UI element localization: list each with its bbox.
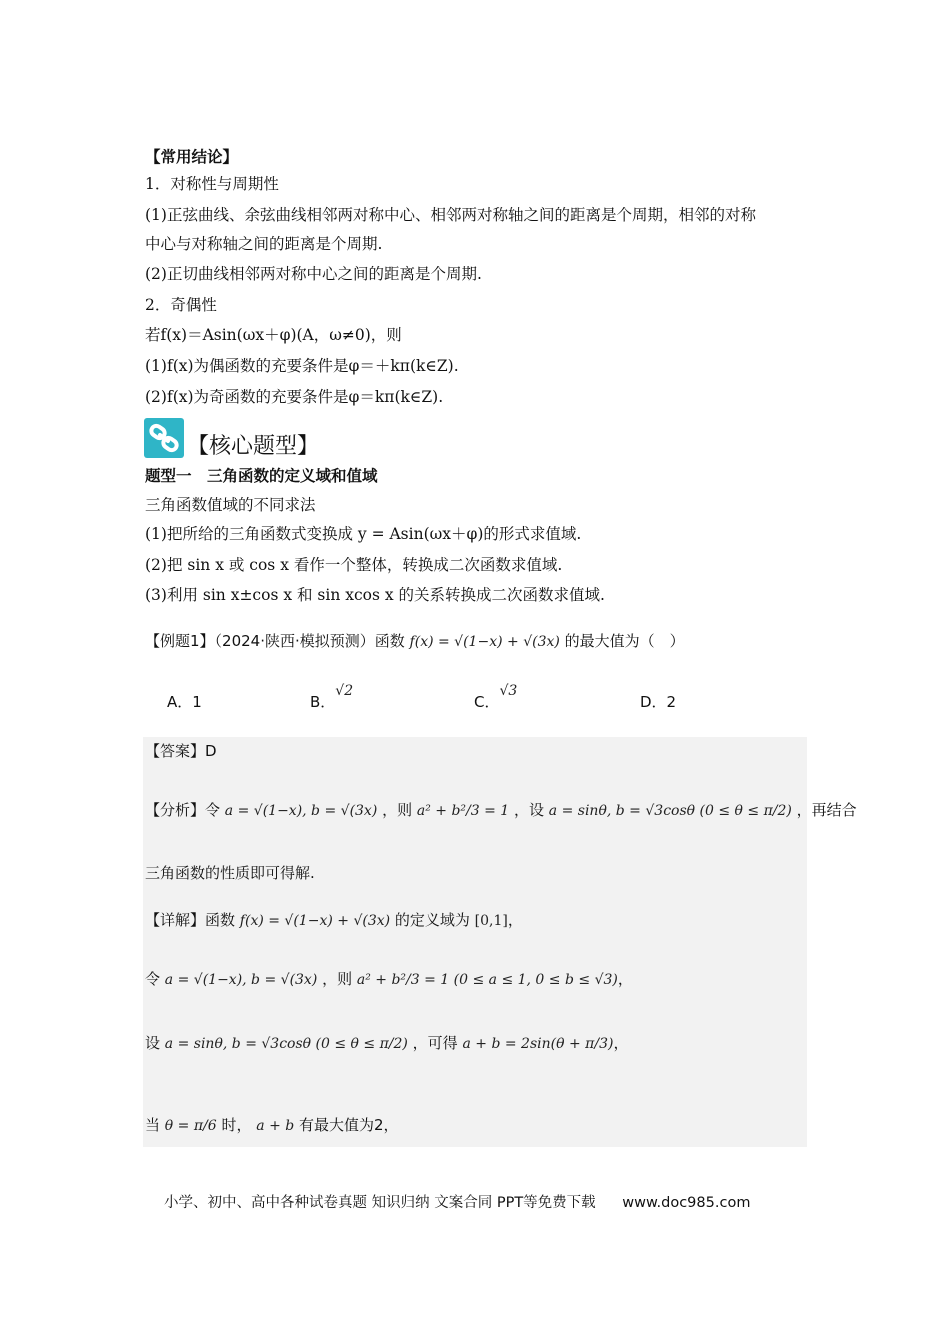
detail-line3: 设 a = sinθ, b = √3cosθ (0 ≤ θ ≤ π/2) ，可得 a + b = 2sin(θ + π/3)， <box>145 1034 629 1052</box>
detail-line3-math: a = sinθ, b = √3cosθ (0 ≤ θ ≤ π/2) <box>164 1036 408 1052</box>
example-question <box>145 630 685 653</box>
analysis-line <box>145 799 857 822</box>
example-tail: 的最大值为（ ） <box>564 632 685 650</box>
item2-intro: 若f(x)＝Asin(ωx＋φ)(A，ω≠0)，则 <box>145 326 402 344</box>
detail-line4-math: θ = π/6 <box>164 1118 217 1134</box>
detail-line2-start: 令 <box>145 970 161 988</box>
item1-paragraph1b: 中心与对称轴之间的距离是个周期. <box>145 235 383 253</box>
item1-paragraph2: (2)正切曲线相邻两对称中心之间的距离是个周期. <box>145 265 482 283</box>
detail-domain: [0,1] <box>474 913 508 929</box>
type1-method1: (1)把所给的三角函数式变换成 y = Asin(ωx＋φ)的形式求值域. <box>145 525 582 543</box>
item2-paragraph1: (1)f(x)为偶函数的充要条件是φ＝＋kπ(k∈Z). <box>145 357 459 375</box>
item2-paragraph2: (2)f(x)为奇函数的充要条件是φ＝kπ(k∈Z). <box>145 388 444 406</box>
footer-url[interactable]: www.doc985.com <box>622 1195 751 1211</box>
analysis-tail: ，再结合 <box>796 801 857 819</box>
analysis-label: 【分析】令 <box>145 801 221 819</box>
detail-line4-math2: a + b <box>256 1118 295 1134</box>
detail-line1: 【详解】函数 f(x) = √(1−x) + √(3x) 的定义域为 [0,1]， <box>145 911 523 929</box>
option-b-math: √2 <box>335 683 354 699</box>
footer <box>164 1191 750 1212</box>
option-a: A．1 <box>167 693 202 711</box>
section-title: 【常用结论】 <box>145 148 239 166</box>
detail-line3-mid: ，可得 <box>412 1034 458 1052</box>
option-c-math: √3 <box>499 683 518 699</box>
core-title: 【核心题型】 <box>187 434 320 459</box>
detail-line3-start: 设 <box>145 1034 161 1052</box>
answer-line: 【答案】D <box>145 742 217 760</box>
analysis-math1: a = √(1−x), b = √(3x) <box>224 803 378 819</box>
detail-domain-text: 的定义域为 <box>394 911 470 929</box>
item2-heading: 2．奇偶性 <box>145 296 217 314</box>
detail-line2-math2: a² + b²/3 = 1 (0 ≤ a ≤ 1, 0 ≤ b ≤ √3) <box>356 972 618 988</box>
detail-line4-start: 当 <box>145 1116 161 1134</box>
detail-line3-math2: a + b = 2sin(θ + π/3) <box>462 1036 614 1052</box>
item1-heading: 1．对称性与周期性 <box>145 175 279 193</box>
detail-line4-mid: 时， <box>221 1116 252 1134</box>
item1-paragraph1a: (1)正弦曲线、余弦曲线相邻两对称中心、相邻两对称轴之间的距离是个周期，相邻的对称 <box>145 206 756 224</box>
analysis-math3: a = sinθ, b = √3cosθ (0 ≤ θ ≤ π/2) <box>548 803 792 819</box>
analysis-math2: a² + b²/3 = 1 <box>416 803 510 819</box>
type1-method3: (3)利用 sin x±cos x 和 sin xcos x 的关系转换成二次函数求值域. <box>145 586 605 604</box>
detail-label: 【详解】函数 <box>145 911 236 929</box>
type1-method2: (2)把 sin x 或 cos x 看作一个整体，转换成二次函数求值域. <box>145 556 563 574</box>
option-c: C．√3 <box>474 683 518 711</box>
type1-title: 题型一 三角函数的定义域和值域 <box>145 467 378 485</box>
example-function: f(x) = √(1−x) + √(3x) <box>409 634 560 650</box>
option-b: B．√2 <box>310 683 354 711</box>
option-d: D．2 <box>640 693 677 711</box>
analysis-continuation: 三角函数的性质即可得解. <box>145 864 315 882</box>
footer-text: 小学、初中、高中各种试卷真题 知识归纳 文案合同 PPT等免费下载 <box>164 1195 596 1211</box>
analysis-set: ，设 <box>513 801 544 819</box>
analysis-then: ，则 <box>382 801 413 819</box>
detail-line4-tail: 有最大值为2， <box>299 1116 399 1134</box>
link-icon <box>144 418 184 458</box>
detail-line2-math: a = √(1−x), b = √(3x) <box>164 972 318 988</box>
detail-line2: 令 a = √(1−x), b = √(3x) ，则 a² + b²/3 = 1 (0 ≤ a ≤ 1, 0 ≤ b ≤ √3)， <box>145 970 633 988</box>
example-label: 【例题1】（2024·陕西·模拟预测）函数 <box>145 632 405 650</box>
detail-function: f(x) = √(1−x) + √(3x) <box>239 913 391 929</box>
type1-subtitle: 三角函数值域的不同求法 <box>145 496 316 514</box>
detail-line4 <box>145 1114 399 1137</box>
detail-line2-then: ，则 <box>322 970 353 988</box>
